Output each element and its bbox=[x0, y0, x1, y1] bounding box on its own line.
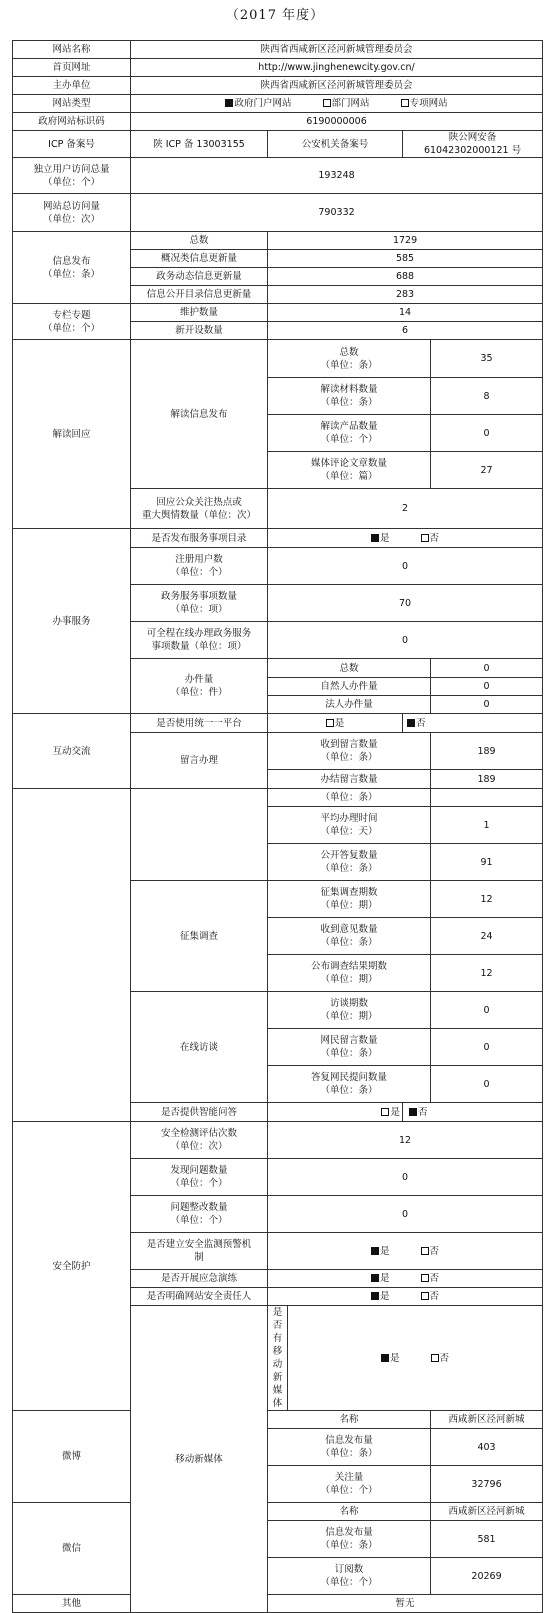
checkbox-empty-icon bbox=[421, 1274, 429, 1282]
label-interpret-total: 总数 （单位：条） bbox=[268, 340, 431, 378]
label-site-type: 网站类型 bbox=[13, 95, 131, 113]
label-netizen-msg: 网民留言数量 （单位：条） bbox=[268, 1029, 431, 1066]
row-site-type bbox=[13, 95, 543, 113]
label-opinions: 收到意见数量 （单位：条） bbox=[268, 918, 431, 955]
section-mobile: 移动新媒体 bbox=[131, 1306, 268, 1613]
row-home-url bbox=[13, 59, 543, 77]
value-interpret-product: 0 bbox=[431, 415, 543, 452]
label-sec-check: 安全检测评估次数 （单位：次） bbox=[131, 1122, 268, 1159]
label-netizen-reply: 答复网民提问数量 （单位：条） bbox=[268, 1066, 431, 1103]
value-avg-time: 1 bbox=[431, 807, 543, 844]
value-msg-done: 189 bbox=[431, 770, 543, 789]
checkbox-checked-icon bbox=[407, 719, 415, 727]
checkbox-empty-icon bbox=[421, 1292, 429, 1300]
label-service-items: 政务服务事项数量 （单位：项） bbox=[131, 585, 268, 622]
label-interpret-pub: 解读信息发布 bbox=[131, 340, 268, 489]
value-wechat-name: 西咸新区泾河新城 bbox=[431, 1503, 543, 1521]
row-site-name bbox=[13, 41, 543, 59]
label-weibo-name: 名称 bbox=[268, 1411, 431, 1429]
label-survey-results: 公布调查结果期数 （单位：期） bbox=[268, 955, 431, 992]
label-other: 其他 bbox=[13, 1595, 131, 1613]
label-issues-fixed: 问题整改数量 （单位：个） bbox=[131, 1196, 268, 1233]
value-survey-results: 12 bbox=[431, 955, 543, 992]
label-psb: 公安机关备案号 bbox=[268, 131, 403, 158]
label-drill: 是否开展应急演练 bbox=[131, 1270, 268, 1288]
row-interpret-total bbox=[13, 340, 543, 378]
checkbox-checked-icon bbox=[371, 1292, 379, 1300]
value-netizen-reply: 0 bbox=[431, 1066, 543, 1103]
value-interpret-total: 35 bbox=[431, 340, 543, 378]
value-survey-periods: 12 bbox=[431, 881, 543, 918]
value-opinions: 24 bbox=[431, 918, 543, 955]
row-site-code bbox=[13, 113, 543, 131]
checkbox-checked-icon bbox=[409, 1108, 417, 1116]
checkbox-empty-icon bbox=[421, 534, 429, 542]
row-sec-check bbox=[13, 1122, 543, 1159]
label-message-handle: 留言办理 bbox=[131, 733, 268, 789]
label-news-update: 政务动态信息更新量 bbox=[131, 268, 268, 286]
value-uv-total: 193248 bbox=[131, 158, 543, 194]
label-home-url: 首页网址 bbox=[13, 59, 131, 77]
row-unified-platform bbox=[13, 714, 543, 733]
checkbox-empty-icon bbox=[381, 1108, 389, 1116]
label-weibo: 微博 bbox=[13, 1411, 131, 1503]
section-interpret: 解读回应 bbox=[13, 340, 131, 529]
label-publish-catalog: 是否发布服务事项目录 bbox=[131, 529, 268, 548]
value-unified-yes: 是 bbox=[268, 714, 403, 733]
value-msg-done-unit bbox=[431, 789, 543, 807]
label-message-handle-cont bbox=[131, 789, 268, 881]
checkbox-checked-icon bbox=[371, 1247, 379, 1255]
value-sec-check: 12 bbox=[268, 1122, 543, 1159]
value-cases-total: 0 bbox=[431, 659, 543, 678]
option-special: 专项网站 bbox=[409, 98, 448, 109]
label-online-items: 可全程在线办理政务服务 事项数量（单位：项） bbox=[131, 622, 268, 659]
row-uv-total bbox=[13, 158, 543, 194]
row-icp bbox=[13, 131, 543, 158]
value-wechat-subscribers: 20269 bbox=[431, 1558, 543, 1595]
value-netizen-msg: 0 bbox=[431, 1029, 543, 1066]
value-has-mobile: 是 否 bbox=[288, 1306, 543, 1411]
checkbox-empty-icon bbox=[326, 719, 334, 727]
value-public-reply: 91 bbox=[431, 844, 543, 881]
label-cases: 办件量 （单位：件） bbox=[131, 659, 268, 714]
label-unified-platform: 是否使用统一一平台 bbox=[131, 714, 268, 733]
option-dept: 部门网站 bbox=[331, 98, 370, 109]
checkbox-empty-icon bbox=[323, 99, 331, 107]
label-wechat-posts: 信息发布量 （单位：条） bbox=[268, 1521, 431, 1558]
checkbox-checked-icon bbox=[371, 1274, 379, 1282]
value-site-type bbox=[131, 95, 543, 113]
label-online-talk: 在线访谈 bbox=[131, 992, 268, 1103]
label-weibo-followers: 关注量 （单位：个） bbox=[268, 1466, 431, 1503]
value-overview-update: 585 bbox=[268, 250, 543, 268]
label-msg-done: 办结留言数量 bbox=[268, 770, 431, 789]
checkbox-empty-icon bbox=[431, 1354, 439, 1362]
section-column: 专栏专题 （单位：个） bbox=[13, 304, 131, 340]
checkbox-empty-icon bbox=[401, 99, 409, 107]
checkbox-empty-icon bbox=[421, 1247, 429, 1255]
label-public-reply: 公开答复数量 （单位：条） bbox=[268, 844, 431, 881]
value-issues-fixed: 0 bbox=[268, 1196, 543, 1233]
value-online-items: 0 bbox=[268, 622, 543, 659]
label-legal-person: 法人办件量 bbox=[268, 696, 431, 714]
section-service: 办事服务 bbox=[13, 529, 131, 714]
value-smart-yes: 是 bbox=[268, 1103, 403, 1122]
value-weibo-name: 西咸新区泾河新城 bbox=[431, 1411, 543, 1429]
label-msg-received: 收到留言数量 （单位：条） bbox=[268, 733, 431, 770]
checkbox-checked-icon bbox=[225, 99, 233, 107]
value-weibo-followers: 32796 bbox=[431, 1466, 543, 1503]
value-talk-periods: 0 bbox=[431, 992, 543, 1029]
value-monitor: 是 否 bbox=[268, 1233, 543, 1270]
value-hotspot: 2 bbox=[268, 489, 543, 529]
row-info-total bbox=[13, 232, 543, 250]
label-has-mobile: 是否有移动新媒体 bbox=[268, 1306, 288, 1411]
value-info-total: 1729 bbox=[268, 232, 543, 250]
label-survey-periods: 征集调查期数 （单位：期） bbox=[268, 881, 431, 918]
value-media-comment: 27 bbox=[431, 452, 543, 489]
label-hotspot: 回应公众关注热点或 重大舆情数量（单位：次） bbox=[131, 489, 268, 529]
value-reg-users: 0 bbox=[268, 548, 543, 585]
section-continued bbox=[13, 789, 131, 1122]
label-talk-periods: 访谈期数 （单位：期） bbox=[268, 992, 431, 1029]
label-survey: 征集调查 bbox=[131, 881, 268, 992]
label-avg-time: 平均办理时间 （单位：天） bbox=[268, 807, 431, 844]
row-weibo-name bbox=[13, 1411, 543, 1429]
value-wechat-posts: 581 bbox=[431, 1521, 543, 1558]
row-publish-catalog bbox=[13, 529, 543, 548]
section-info-pub: 信息发布 （单位：条） bbox=[13, 232, 131, 304]
option-portal: 政府门户网站 bbox=[234, 98, 292, 109]
value-column-maintain: 14 bbox=[268, 304, 543, 322]
label-cases-total: 总数 bbox=[268, 659, 431, 678]
label-wechat-name: 名称 bbox=[268, 1503, 431, 1521]
label-info-total: 总数 bbox=[131, 232, 268, 250]
value-msg-received: 189 bbox=[431, 733, 543, 770]
label-reg-users: 注册用户数 （单位：个） bbox=[131, 548, 268, 585]
value-legal-person: 0 bbox=[431, 696, 543, 714]
value-column-new: 6 bbox=[268, 322, 543, 340]
label-responsible: 是否明确网站安全责任人 bbox=[131, 1288, 268, 1306]
label-media-comment: 媒体评论文章数量 （单位：篇） bbox=[268, 452, 431, 489]
label-disclosure-update: 信息公开目录信息更新量 bbox=[131, 286, 268, 304]
label-natural-person: 自然人办件量 bbox=[268, 678, 431, 696]
value-publish-catalog: 是 否 bbox=[268, 529, 543, 548]
label-wechat-subscribers: 订阅数 （单位：个） bbox=[268, 1558, 431, 1595]
label-issues-found: 发现问题数量 （单位：个） bbox=[131, 1159, 268, 1196]
label-uv-total: 独立用户访问总量 （单位：个） bbox=[13, 158, 131, 194]
value-disclosure-update: 283 bbox=[268, 286, 543, 304]
row-other bbox=[13, 1595, 543, 1613]
label-icp: ICP 备案号 bbox=[13, 131, 131, 158]
section-security: 安全防护 bbox=[13, 1122, 131, 1411]
label-column-new: 新开设数量 bbox=[131, 322, 268, 340]
label-column-maintain: 维护数量 bbox=[131, 304, 268, 322]
label-msg-done-unit: （单位：条） bbox=[268, 789, 431, 807]
value-natural-person: 0 bbox=[431, 678, 543, 696]
value-drill: 是 否 bbox=[268, 1270, 543, 1288]
value-site-name: 陕西省西咸新区泾河新城管理委员会 bbox=[131, 41, 543, 59]
section-interact: 互动交流 bbox=[13, 714, 131, 789]
row-column-maintain bbox=[13, 304, 543, 322]
value-icp: 陕 ICP 备 13003155 bbox=[131, 131, 268, 158]
value-pv-total: 790332 bbox=[131, 194, 543, 232]
value-psb: 陕公网安备 61042302000121 号 bbox=[403, 131, 543, 158]
row-pv-total bbox=[13, 194, 543, 232]
label-smart-qa: 是否提供智能问答 bbox=[131, 1103, 268, 1122]
value-sponsor: 陕西省西咸新区泾河新城管理委员会 bbox=[131, 77, 543, 95]
value-interpret-material: 8 bbox=[431, 378, 543, 415]
value-service-items: 70 bbox=[268, 585, 543, 622]
label-site-name: 网站名称 bbox=[13, 41, 131, 59]
checkbox-checked-icon bbox=[371, 534, 379, 542]
label-sponsor: 主办单位 bbox=[13, 77, 131, 95]
checkbox-checked-icon bbox=[381, 1354, 389, 1362]
label-wechat: 微信 bbox=[13, 1503, 131, 1595]
label-weibo-posts: 信息发布量 （单位：条） bbox=[268, 1429, 431, 1466]
report-year: （2017 年度） bbox=[225, 8, 325, 23]
value-smart-no: 否 bbox=[403, 1103, 543, 1122]
website-report-table bbox=[12, 40, 543, 1613]
value-site-code: 6190000006 bbox=[131, 113, 543, 131]
value-other: 暂无 bbox=[268, 1595, 543, 1613]
value-issues-found: 0 bbox=[268, 1159, 543, 1196]
value-unified-no: 否 bbox=[403, 714, 543, 733]
value-weibo-posts: 403 bbox=[431, 1429, 543, 1466]
value-news-update: 688 bbox=[268, 268, 543, 286]
row-msg-done-unit bbox=[13, 789, 543, 807]
value-responsible: 是 否 bbox=[268, 1288, 543, 1306]
label-interpret-product: 解读产品数量 （单位：个） bbox=[268, 415, 431, 452]
value-home-url: http://www.jinghenewcity.gov.cn/ bbox=[131, 59, 543, 77]
row-wechat-name bbox=[13, 1503, 543, 1521]
label-monitor: 是否建立安全监测预警机 制 bbox=[131, 1233, 268, 1270]
label-site-code: 政府网站标识码 bbox=[13, 113, 131, 131]
label-overview-update: 概况类信息更新量 bbox=[131, 250, 268, 268]
label-pv-total: 网站总访问量 （单位：次） bbox=[13, 194, 131, 232]
label-interpret-material: 解读材料数量 （单位：条） bbox=[268, 378, 431, 415]
row-sponsor bbox=[13, 77, 543, 95]
